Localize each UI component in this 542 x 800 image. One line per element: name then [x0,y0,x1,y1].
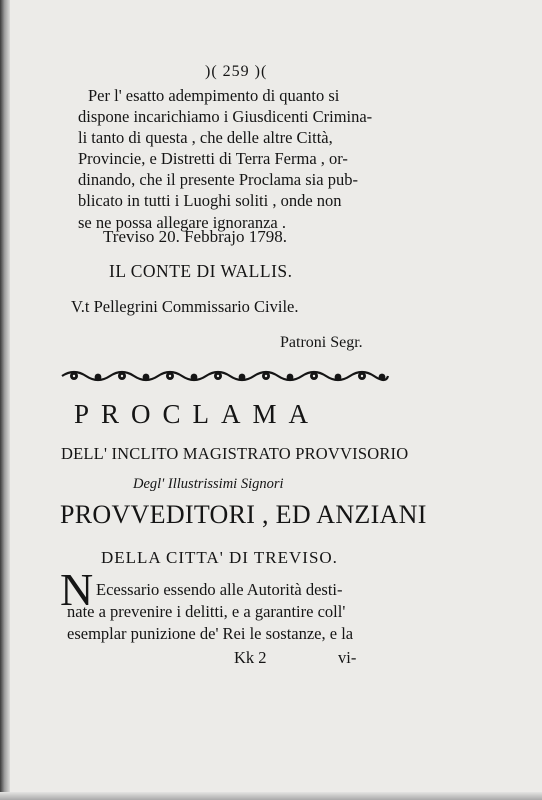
body-line: nate a prevenire i delitti, e a garantire coll' [67,602,346,621]
ornament-border [60,366,390,386]
page-number: )( 259 )( [205,63,268,80]
officials-heading: PROVVEDITORI , ED ANZIANI [60,500,427,529]
body-line: esemplar punizione de' Rei le sostanze, e la [67,624,354,643]
paragraph-line: se ne possa allegare ignoranza . [78,213,286,232]
city-line: DELLA CITTA' DI TREVISO. [101,548,338,567]
paragraph-line: dinando, che il presente Proclama sia pub- [78,170,358,189]
paragraph-line: Provincie, e Distretti di Terra Ferma , or- [78,149,348,168]
drop-cap: N [60,564,94,615]
signatory: IL CONTE DI WALLIS. [109,261,293,281]
paragraph-line: Per l' esatto adempimento di quanto si [88,86,340,105]
commissioner-line: V.t Pellegrini Commissario Civile. [71,297,299,316]
body-line: Ecessario essendo alle Autorità desti- [96,580,343,599]
honorific-line: Degl' Illustrissimi Signori [133,476,284,492]
proclamation-title: PROCLAMA [74,399,321,429]
paragraph-line: li tanto di questa , che delle altre Città, [78,128,333,147]
issuer-line: DELL' INCLITO MAGISTRATO PROVVISORIO [61,444,409,463]
paragraph-line: blicato in tutti i Luoghi soliti , onde non [78,191,342,210]
paragraph-line: dispone incarichiamo i Giusdicenti Crimina- [78,107,373,126]
catchword: vi- [338,648,357,667]
signature-mark: Kk 2 [234,648,267,667]
date-line: Treviso 20. Febbrajo 1798. [103,227,288,246]
page-bottom-edge [0,792,542,800]
secretary-line: Patroni Segr. [280,334,363,351]
